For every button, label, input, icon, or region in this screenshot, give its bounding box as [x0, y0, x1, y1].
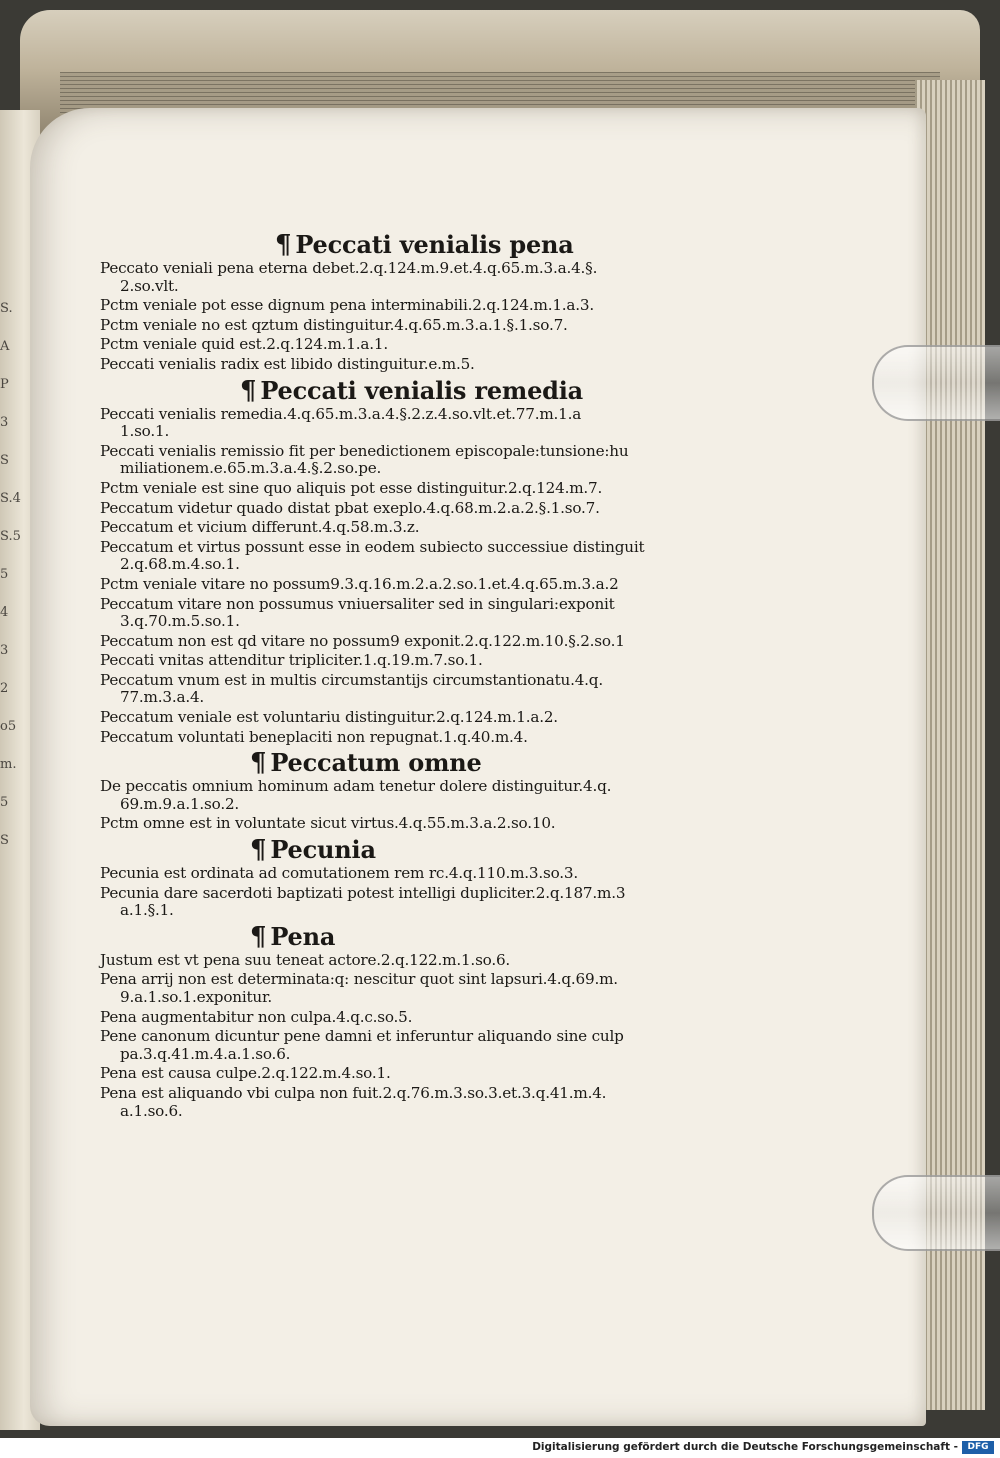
previous-page-mark: 3 — [0, 415, 9, 430]
previous-page-mark: S.4 — [0, 491, 21, 506]
section-heading — [100, 922, 780, 952]
index-entry-line: Pctm veniale est sine quo aliquis pot esse distinguitur.2.q.124.m.7. — [100, 478, 603, 497]
section-heading — [100, 230, 780, 260]
index-entry-continuation: 69.m.9.a.1.so.2. — [120, 794, 240, 813]
index-entry — [100, 596, 780, 631]
index-entry-line: Pecunia est ordinata ad comutationem rem rc.4.q.110.m.3.so.3. — [100, 864, 578, 883]
index-entry — [100, 729, 780, 747]
section-heading — [100, 835, 780, 865]
previous-page-mark: m. — [0, 757, 17, 772]
index-entry — [100, 971, 780, 1006]
index-entry — [100, 865, 780, 883]
index-entry-continuation: pa.3.q.41.m.4.a.1.so.6. — [120, 1044, 291, 1063]
book-page — [30, 108, 926, 1426]
index-entry — [100, 500, 780, 518]
index-entry — [100, 672, 780, 707]
index-entry — [100, 652, 780, 670]
index-entry — [100, 539, 780, 574]
index-entry-line: De peccatis omnium hominum adam tenetur dolere distinguitur.4.q. — [100, 777, 612, 796]
previous-page-mark: o5 — [0, 719, 17, 734]
previous-page-mark: 5 — [0, 795, 9, 810]
pilcrow-icon: ¶ — [250, 748, 267, 779]
index-entry-line: Pene canonum dicuntur pene damni et inferuntur aliquando sine culp — [100, 1027, 624, 1046]
index-entry-line: Peccatum voluntati beneplaciti non repugnat.1.q.40.m.4. — [100, 727, 528, 746]
index-entry — [100, 815, 780, 833]
index-entry-continuation: 1.so.1. — [120, 422, 170, 441]
index-entry-continuation: 77.m.3.a.4. — [120, 688, 205, 707]
glass-page-clip-top — [872, 345, 1000, 421]
index-entry-continuation: 2.q.68.m.4.so.1. — [120, 555, 240, 574]
index-entry — [100, 709, 780, 727]
section-heading-text: Pena — [270, 921, 336, 951]
index-entry-line: Pena est aliquando vbi culpa non fuit.2.q.76.m.3.so.3.et.3.q.41.m.4. — [100, 1083, 607, 1102]
pilcrow-icon: ¶ — [250, 835, 267, 866]
section-heading-text: Peccatum omne — [270, 748, 482, 778]
previous-page-mark: 2 — [0, 681, 9, 696]
funding-notice: Digitalisierung gefördert durch die Deutsche Forschungsgemeinschaft - — [532, 1441, 958, 1453]
index-entry-line: Pctm omne est in voluntate sicut virtus.4.q.55.m.3.a.2.so.10. — [100, 814, 556, 833]
previous-page-text-fragments — [0, 290, 30, 910]
index-entry-line: Pctm veniale vitare no possum9.3.q.16.m.2.a.2.so.1.et.4.q.65.m.3.a.2 — [100, 574, 619, 593]
section-heading — [100, 376, 780, 406]
index-entry — [100, 356, 780, 374]
index-entry — [100, 480, 780, 498]
index-entry-line: Peccati venialis remissio fit per benedictionem episcopale:tunsione:hu — [100, 441, 629, 460]
index-entry-continuation: miliationem.e.65.m.3.a.4.§.2.so.pe. — [120, 459, 382, 478]
index-entry-continuation: 2.so.vlt. — [120, 276, 179, 295]
index-entry-line: Pctm veniale no est qztum distinguitur.4.q.65.m.3.a.1.§.1.so.7. — [100, 315, 568, 334]
previous-page-mark: S. — [0, 301, 13, 316]
index-entry — [100, 952, 780, 970]
index-entry — [100, 1009, 780, 1027]
glass-page-clip-bottom — [872, 1175, 1000, 1251]
index-entry-continuation: a.1.§.1. — [120, 901, 174, 920]
section-heading-text: Pecunia — [270, 835, 376, 865]
index-entry-line: Peccato veniali pena eterna debet.2.q.124.m.9.et.4.q.65.m.3.a.4.§. — [100, 259, 598, 277]
index-entry-line: Peccatum non est qd vitare no possum9 exponit.2.q.122.m.10.§.2.so.1 — [100, 631, 625, 650]
previous-page-mark: S — [0, 833, 9, 848]
dfg-logo: DFG — [962, 1441, 994, 1454]
index-text-block — [100, 228, 780, 1122]
index-entry — [100, 1065, 780, 1083]
section-heading-text: Peccati venialis pena — [295, 230, 574, 259]
pilcrow-icon: ¶ — [250, 921, 267, 952]
index-entry — [100, 885, 780, 920]
index-entry-line: Peccatum veniale est voluntariu distinguitur.2.q.124.m.1.a.2. — [100, 708, 558, 727]
index-entry — [100, 317, 780, 335]
index-entry-line: Pena augmentabitur non culpa.4.q.c.so.5. — [100, 1007, 413, 1026]
index-entry-line: Pecunia dare sacerdoti baptizati potest intelligi dupliciter.2.q.187.m.3 — [100, 883, 626, 902]
index-entry-line: Peccatum videtur quado distat pbat exeplo.4.q.68.m.2.a.2.§.1.so.7. — [100, 498, 600, 517]
index-entry-continuation: 9.a.1.so.1.exponitur. — [120, 988, 273, 1006]
index-entry — [100, 336, 780, 354]
index-entry-line: Peccati vnitas attenditur tripliciter.1.q.19.m.7.so.1. — [100, 651, 483, 670]
index-entry-line: Peccatum vitare non possumus vniuersaliter sed in singulari:exponit — [100, 594, 615, 613]
index-entry — [100, 443, 780, 478]
index-entry-line: Peccatum vnum est in multis circumstantijs circumstantionatu.4.q. — [100, 670, 603, 689]
index-entry — [100, 1085, 780, 1120]
previous-page-mark: S — [0, 453, 9, 468]
previous-page-mark: S.5 — [0, 529, 21, 544]
footer-bar — [0, 1438, 1000, 1458]
index-entry — [100, 633, 780, 651]
index-entry-line: Pctm veniale pot esse dignum pena interminabili.2.q.124.m.1.a.3. — [100, 296, 595, 315]
previous-page-mark: 3 — [0, 643, 9, 658]
index-entry — [100, 519, 780, 537]
previous-page-mark: P — [0, 377, 9, 392]
index-entry-line: Peccati venialis radix est libido distinguitur.e.m.5. — [100, 354, 475, 373]
section-heading-text: Peccati venialis remedia — [260, 375, 584, 405]
section-heading — [100, 748, 780, 778]
index-entry — [100, 406, 780, 441]
index-entry — [100, 297, 780, 315]
index-entry — [100, 778, 780, 813]
index-entry-line: Pena est causa culpe.2.q.122.m.4.so.1. — [100, 1064, 391, 1083]
index-entry-continuation: a.1.so.6. — [120, 1101, 183, 1120]
index-entry-line: Justum est vt pena suu teneat actore.2.q.122.m.1.so.6. — [100, 950, 511, 969]
previous-page-mark: A — [0, 339, 10, 354]
previous-page-mark: 4 — [0, 605, 9, 620]
index-entry — [100, 576, 780, 594]
index-entry — [100, 1028, 780, 1063]
previous-page-mark: 5 — [0, 567, 9, 582]
pilcrow-icon: ¶ — [275, 230, 292, 260]
index-entry — [100, 260, 780, 295]
index-entry-line: Peccatum et virtus possunt esse in eodem subiecto successiue distinguit — [100, 537, 645, 556]
pilcrow-icon: ¶ — [240, 375, 257, 406]
index-entry-line: Peccatum et vicium differunt.4.q.58.m.3.z. — [100, 518, 420, 537]
index-entry-continuation: 3.q.70.m.5.so.1. — [120, 612, 240, 631]
index-entry-line: Pctm veniale quid est.2.q.124.m.1.a.1. — [100, 335, 388, 354]
index-entry-line: Peccati venialis remedia.4.q.65.m.3.a.4.§.2.z.4.so.vlt.et.77.m.1.a — [100, 404, 582, 423]
index-entry-line: Pena arrij non est determinata:q: nescitur quot sint lapsuri.4.q.69.m. — [100, 970, 618, 989]
